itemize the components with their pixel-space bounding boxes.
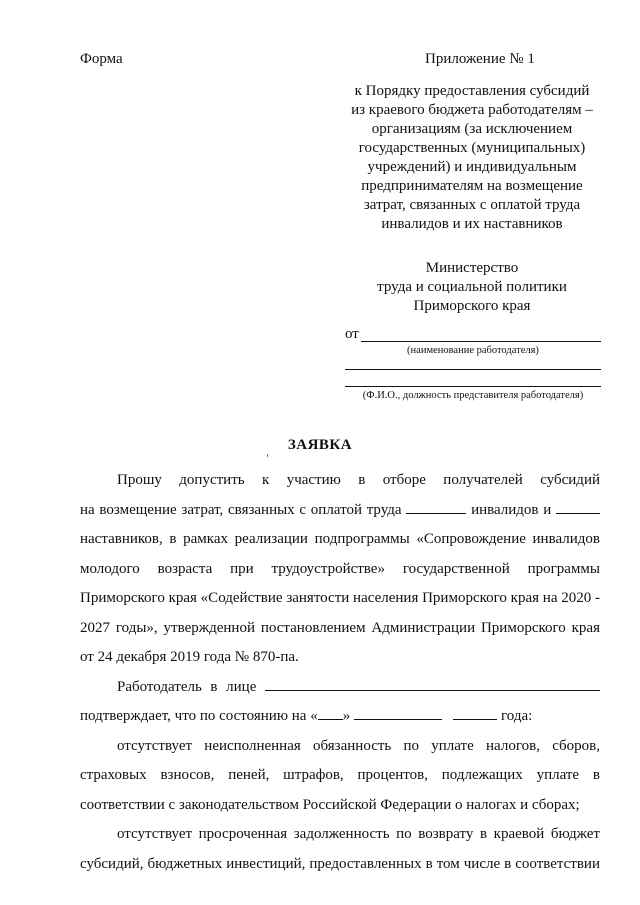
document-body bbox=[80, 466, 600, 879]
paragraph-employer bbox=[80, 673, 600, 703]
date-year-field[interactable] bbox=[453, 705, 497, 720]
employer-name-caption: (наименование работодателя) bbox=[407, 345, 539, 356]
appendix-line: затрат, связанных с оплатой труда bbox=[363, 197, 581, 213]
paragraph-confirms bbox=[80, 702, 600, 732]
paragraph-text: подтверждает, что по состоянию на « bbox=[80, 708, 318, 724]
paragraph-request-line-2 bbox=[80, 496, 600, 526]
appendix-reference bbox=[342, 82, 602, 234]
date-month-field[interactable] bbox=[354, 705, 442, 720]
paragraph-no-overdue-debt-line-1: отсутствует просроченная задолженность по возврату в краевой бюджет bbox=[117, 826, 600, 842]
addressee-line: Министерство bbox=[425, 260, 519, 276]
appendix-title: Приложение № 1 bbox=[425, 51, 535, 67]
paragraph-no-overdue-debt-line-2: субсидий, бюджетных инвестиций, предоставленных в том числе в соответствии bbox=[80, 855, 600, 872]
document-title: ЗАЯВКА bbox=[287, 437, 353, 453]
appendix-line: государственных (муниципальных) bbox=[358, 140, 586, 156]
appendix-line: организациям (за исключением bbox=[371, 121, 573, 137]
appendix-line: инвалидов и их наставников bbox=[381, 216, 563, 232]
disabled-count-field[interactable] bbox=[406, 499, 466, 514]
employer-representative-field[interactable] bbox=[265, 676, 600, 691]
addressee-block bbox=[342, 259, 602, 316]
paragraph-text: » bbox=[342, 708, 351, 724]
paragraph-request-rest: наставников, в рамках реализации подпрограммы «Сопровождение инвалидов молодого возраста при трудоустройстве» государственной программы Приморского края «Содействие занятости населения Приморского края на 2020 - 2027 годы», утвержденной постановлением Администрации Приморского края от 24 декабря 2019 года № 870-па. bbox=[80, 531, 600, 665]
employer-label: Работодатель в лице bbox=[117, 678, 257, 695]
appendix-line: учреждений) и индивидуальным bbox=[367, 159, 577, 175]
paragraph-request-line-1: Прошу допустить к участию в отборе получателей субсидий bbox=[117, 472, 600, 488]
mentor-count-field[interactable] bbox=[556, 499, 600, 514]
paragraph-text: года: bbox=[500, 708, 533, 724]
representative-field-line-2[interactable] bbox=[345, 386, 601, 387]
addressee-line: Приморского края bbox=[413, 298, 531, 314]
appendix-line: к Порядку предоставления субсидий bbox=[354, 83, 590, 99]
form-label: Форма bbox=[80, 51, 123, 67]
representative-field-line-1[interactable] bbox=[345, 369, 601, 370]
date-day-field[interactable] bbox=[318, 705, 343, 720]
appendix-line: предпринимателям на возмещение bbox=[361, 178, 583, 194]
from-label: от bbox=[345, 326, 359, 342]
paragraph-text: инвалидов и bbox=[471, 501, 552, 518]
scan-mark bbox=[267, 454, 268, 457]
appendix-line: из краевого бюджета работодателям – bbox=[351, 102, 593, 118]
paragraph-text: на возмещение затрат, связанных с оплатой труда bbox=[80, 501, 402, 518]
addressee-line: труда и социальной политики bbox=[377, 279, 567, 295]
paragraph-no-tax-debt: отсутствует неисполненная обязанность по уплате налогов, сборов, страховых взносов, пеней, штрафов, процентов, подлежащих уплате в соответствии с законодательством Российской Федерации о налогах и сборах; bbox=[80, 737, 600, 813]
employer-name-field[interactable] bbox=[361, 341, 601, 342]
representative-caption: (Ф.И.О., должность представителя работодателя) bbox=[362, 390, 584, 401]
